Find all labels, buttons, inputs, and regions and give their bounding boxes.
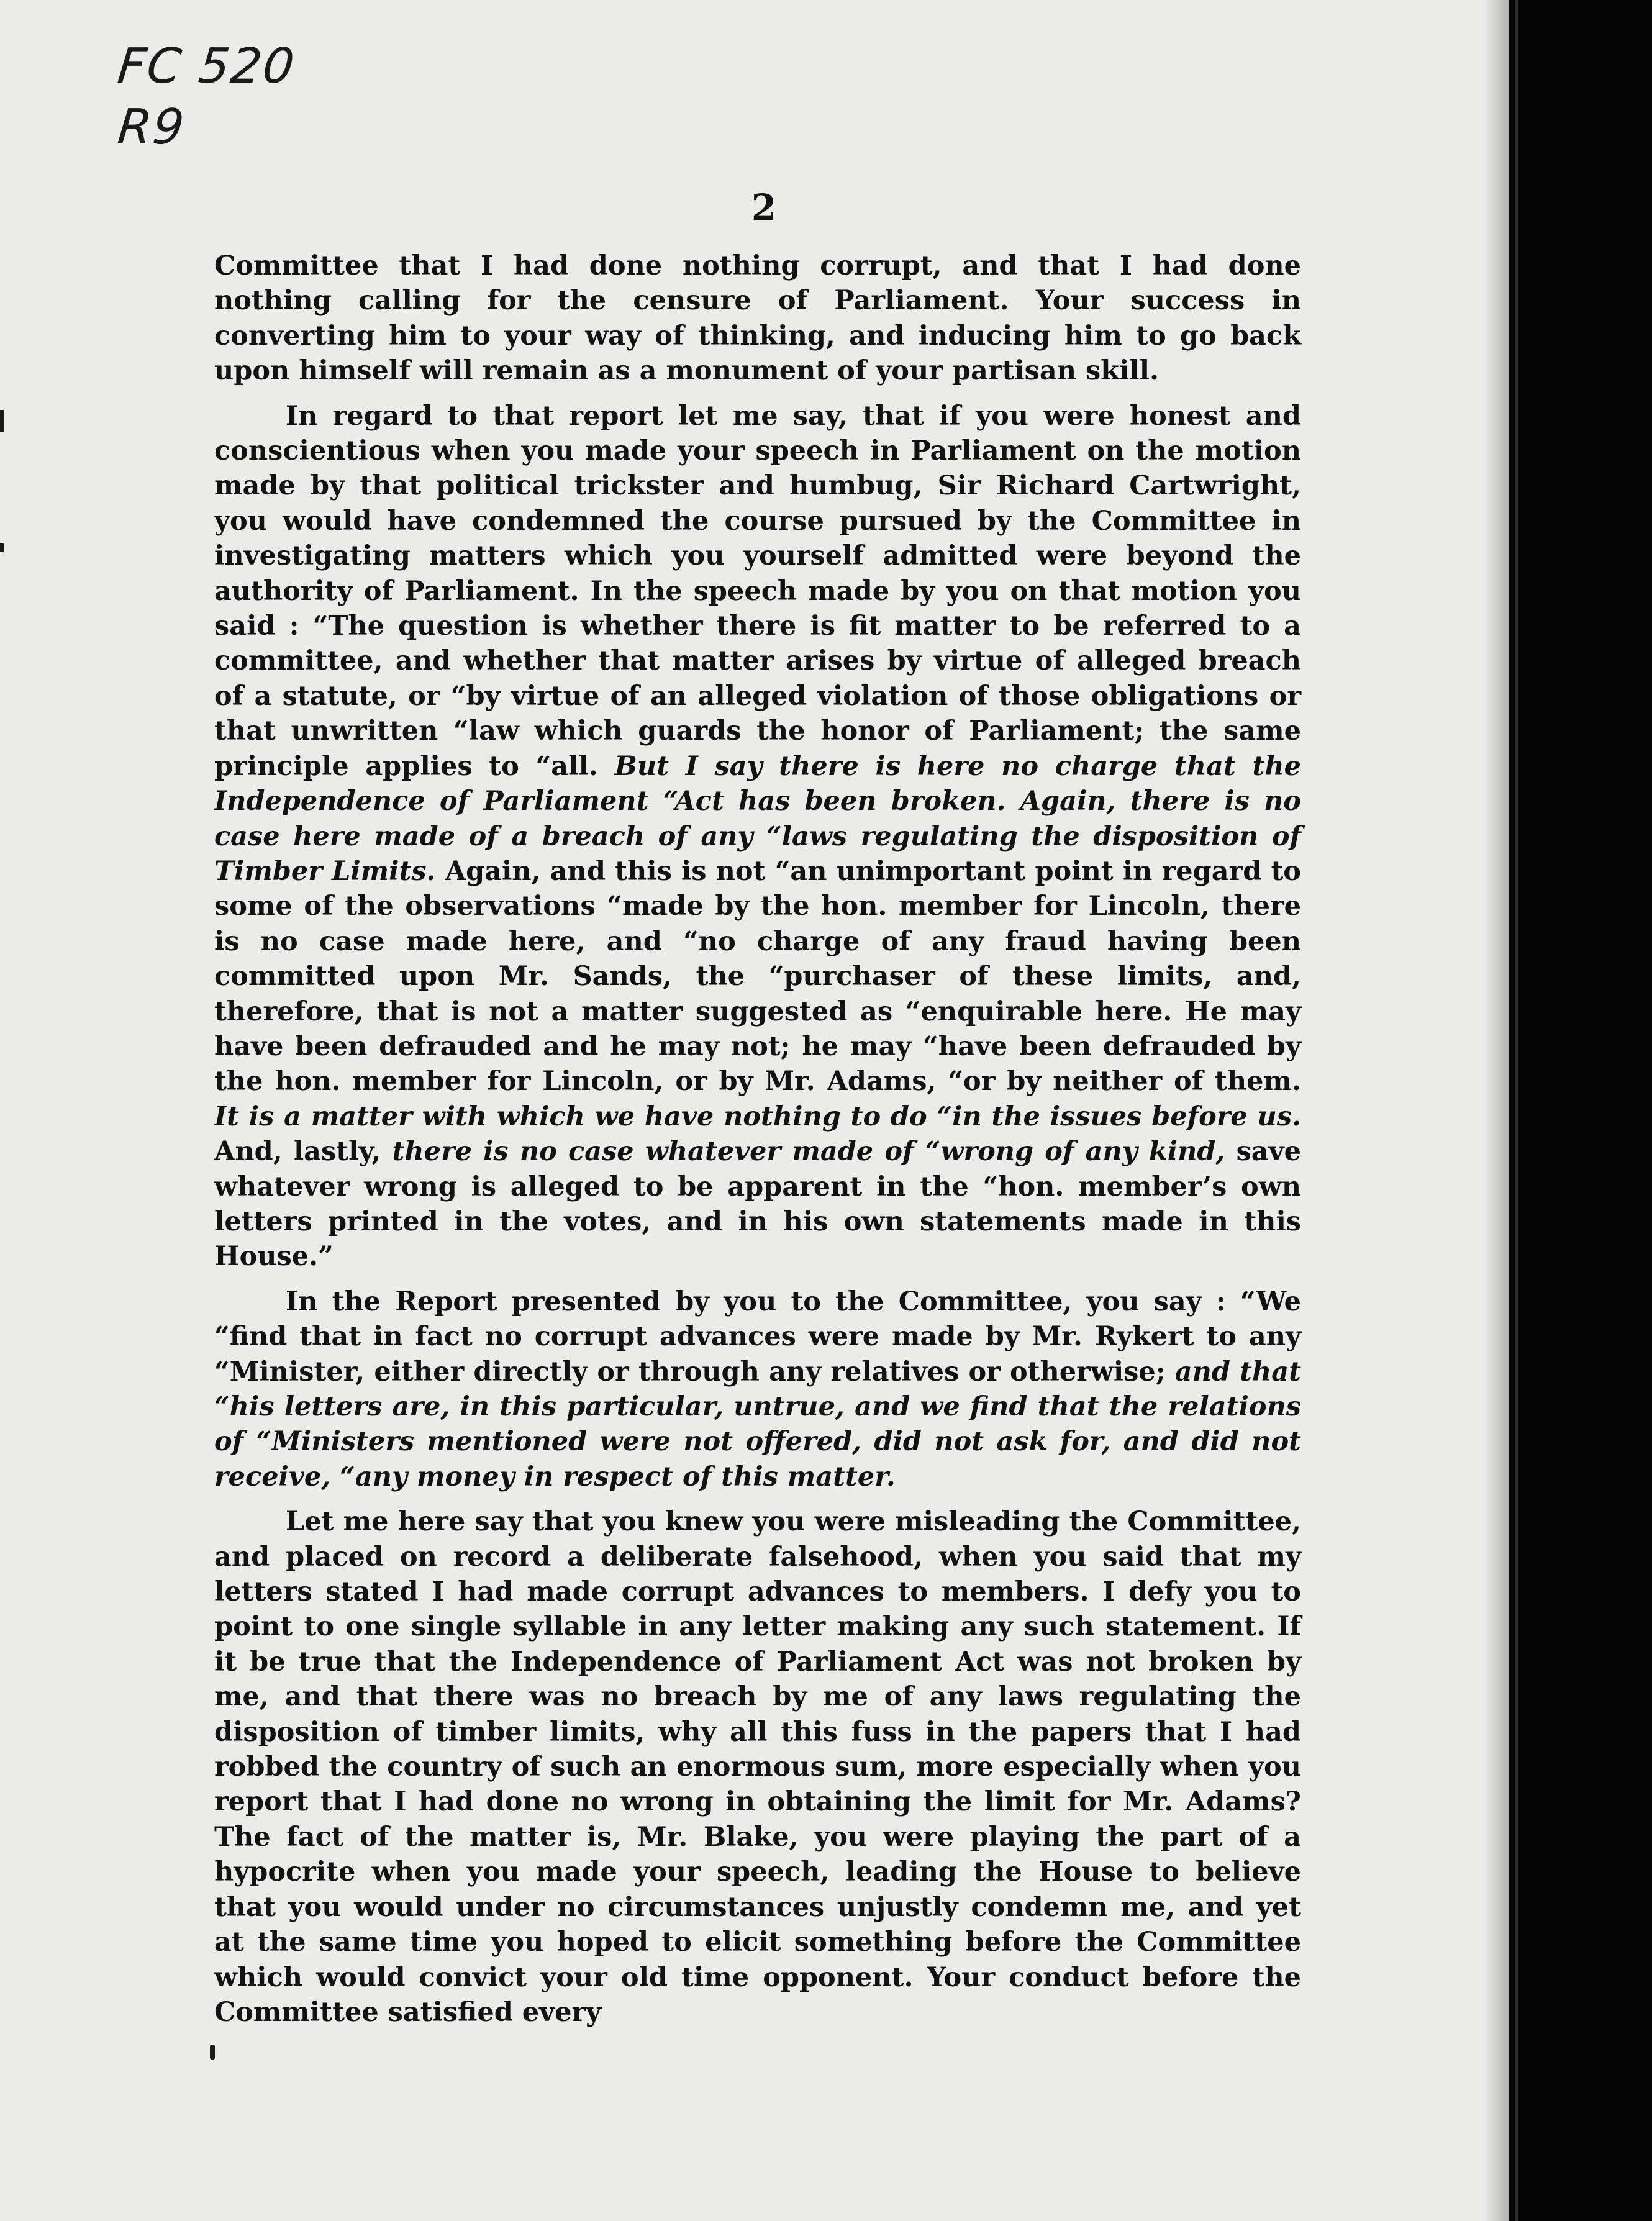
left-edge-mark: [0, 543, 4, 552]
text-segment: Again, and this is not “an unimportant point in regard to some of the observations “made by the hon. member for Lincoln, there is no case made here, and “no charge of any fraud having been committed upon Mr. Sands, the “purchaser of these limits, and, therefore, that is not a matter suggested as “enquirable here. He may have been defrauded and he may not; he may “have been defrauded by the hon. member for Lincoln, or by Mr. Adams, “or by neither of them.: [214, 855, 1301, 1097]
italic-quote-segment: there is no case whatever made of “wrong of any kind,: [392, 1136, 1225, 1168]
italic-quote-segment: But I say there is here no charge that the Independence of Parliament “Act has been broken. Again, there is no case here made of a breach of any “laws regulating the disposition of Timber Limits.: [214, 750, 1301, 887]
body-text: [214, 248, 1301, 2030]
text-segment: Committee that I had done nothing corrupt, and that I had done nothing calling for the censure of Parliament. Your success in converting him to your way of thinking, and inducing him to go back upon himself will remain as a monument of your partisan skill.: [214, 250, 1301, 387]
left-edge-mark: [0, 410, 4, 432]
italic-quote-segment: It is a matter with which we have nothing to do “in the issues before us.: [214, 1101, 1301, 1132]
page-edge-line: [1515, 0, 1518, 2221]
text-segment: Let me here say that you knew you were misleading the Committee, and placed on record a deliberate falsehood, when you said that my letters stated I had made corrupt advances to members. I defy you to point to one single syllable in any letter making any such statement. If it be true that the Independence of Parliament Act was not broken by me, and that there was no breach by me of any laws regulating the disposition of timber limits, why all this fuss in the papers that I had robbed the country of such an enormous sum, more especially when you report that I had done no wrong in obtaining the limit for Mr. Adams? The fact of the matter is, Mr. Blake, you were playing the part of a hypocrite when you made your speech, leading the House to believe that you would under no circumstances unjustly condemn me, and yet at the same time you hoped to elicit something before the Committee which would convict your old time opponent. Your conduct before the Committee satisfied every: [214, 1506, 1301, 2028]
ink-speck: [210, 2045, 215, 2060]
adjacent-page-edge: [1515, 0, 1652, 2221]
call-number-line-1: FC 520: [115, 39, 298, 94]
paragraph: [214, 1284, 1301, 1494]
text-segment: In regard to that report let me say, that if you were honest and conscientious when you made your speech in Parliament on the motion made by that political trickster and humbug, Sir Richard Cartwright, you would have condemned the course pursued by the Committee in investigating matters which you yourself admitted were beyond the authority of Parliament. In the speech made by you on that motion you said : “The question is whether there is fit matter to be referred to a committee, and whether that matter arises by virtue of alleged breach of a statute, or “by virtue of an alleged violation of those obligations or that unwritten “law which guards the honor of Parliament; the same principle applies to “all.: [214, 400, 1301, 782]
text-segment: save whatever wrong is alleged to be apparent in the “hon. member’s own letters printed in the votes, and in his own statements made in this House.”: [214, 1136, 1302, 1273]
paragraph: [214, 1504, 1301, 2030]
text-segment: And, lastly,: [214, 1136, 393, 1168]
call-number-line-2: R9: [115, 99, 188, 155]
page-number: 2: [751, 186, 777, 229]
paragraph: [214, 399, 1301, 1274]
paragraph: [214, 248, 1301, 389]
italic-quote-segment: and that “his letters are, in this particular, untrue, and we find that the relations of “Ministers mentioned were not offered, did not ask for, and did not receive, “any money in respect of this matter.: [214, 1356, 1301, 1492]
text-segment: In the Report presented by you to the Committee, you say : “We “find that in fact no corrupt advances were made by Mr. Rykert to any “Minister, either directly or through any relatives or otherwise;: [214, 1286, 1301, 1388]
